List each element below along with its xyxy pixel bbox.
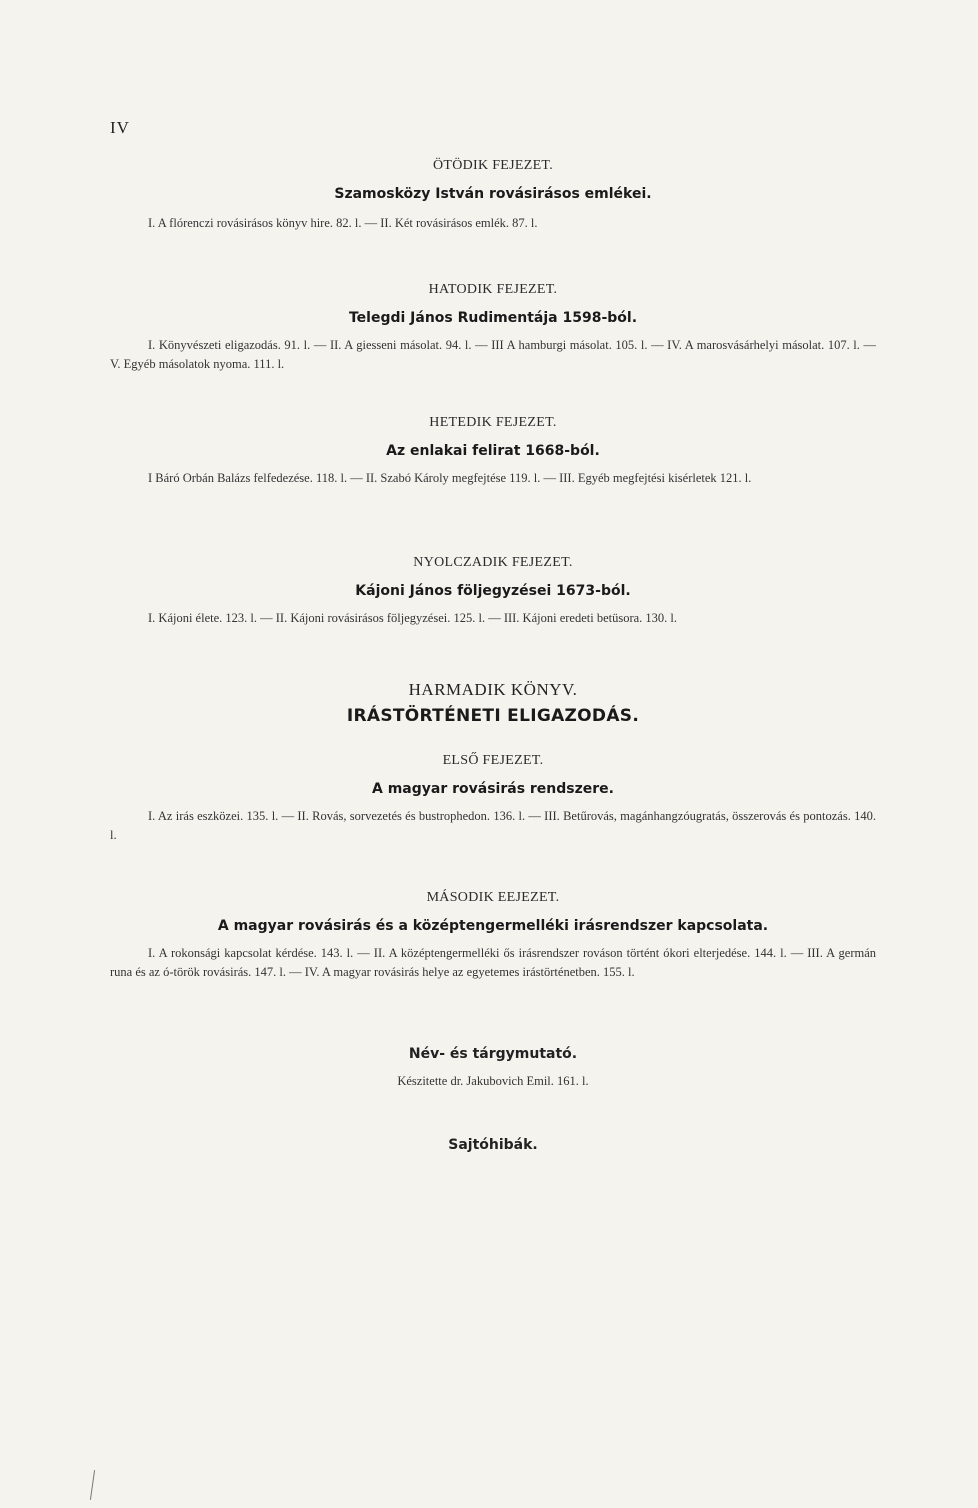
chapter-contents: I. Könyvészeti eligazodás. 91. l. — II. A giesseni másolat. 94. l. — III A hamburgi másolat. 105. l. — IV. A marosvásárhelyi másolat. 107. l. — V. Egyéb másolatok nyoma. 111. l. [110,338,876,371]
chapter-title: A magyar rovásirás rendszere. [372,781,614,797]
errata-section [110,1137,876,1153]
book-chapter-2 [110,890,876,982]
chapter-8 [110,555,876,628]
chapter-label: MÁSODIK EEJEZET. [426,890,560,905]
chapter-5 [110,158,876,233]
chapter-label: HETEDIK FEJEZET. [429,415,557,430]
chapter-7 [110,415,876,488]
book-title: IRÁSTÖRTÉNETI ELIGAZODÁS. [346,706,640,726]
page-edge-mark [90,1470,95,1500]
chapter-contents: I. Az irás eszközei. 135. l. — II. Rovás, sorvezetés és bustrophedon. 136. l. — III. Betűrovás, magánhangzóugratás, összerovás és pontozás. 140. l. [110,809,876,842]
chapter-label: HATODIK FEJEZET. [428,282,558,297]
chapter-title: Az enlakai felirat 1668-ból. [386,443,600,459]
chapter-label: ÖTÖDIK FEJEZET. [432,158,554,173]
chapter-label: ELSŐ FEJEZET. [442,753,544,768]
chapter-contents: I. A flórenczi rovásirásos könyv hire. 82. l. — II. Két rovásirásos emlék. 87. l. [148,216,538,230]
chapter-title: Kájoni János följegyzései 1673-ból. [355,583,631,599]
book-chapter-1 [110,753,876,845]
book-label: HARMADIK KÖNYV. [408,680,578,699]
errata-title: Sajtóhibák. [448,1137,538,1153]
index-section [110,1046,876,1089]
chapter-title: Szamosközy István rovásirásos emlékei. [334,186,652,202]
index-author: Készitette dr. Jakubovich Emil. 161. l. [397,1074,589,1088]
chapter-title: A magyar rovásirás és a középtengermelléki irásrendszer kapcsolata. [217,918,769,934]
chapter-contents: I Báró Orbán Balázs felfedezése. 118. l. — II. Szabó Károly megfejtése 119. l. — III. Egyéb megfejtési kisérletek 121. l. [148,471,752,485]
chapter-6 [110,282,876,374]
chapter-title: Telegdi János Rudimentája 1598-ból. [348,310,638,326]
chapter-contents: I. A rokonsági kapcsolat kérdése. 143. l. — II. A középtengermelléki ős irásrendszer rováson történt ókori elterjedése. 144. l. — III. A germán runa és az ó-török rovásirás. 147. l. — IV. A magyar rovásirás helye az egyetemes irástörténetben. 155. l. [110,946,876,979]
book-3 [110,680,876,726]
chapter-contents: I. Kájoni élete. 123. l. — II. Kájoni rovásirásos följegyzései. 125. l. — III. Kájoni eredeti betüsora. 130. l. [148,611,678,625]
page-number: IV [110,118,130,137]
chapter-label: NYOLCZADIK FEJEZET. [413,555,573,570]
index-title: Név- és tárgymutató. [408,1046,578,1062]
